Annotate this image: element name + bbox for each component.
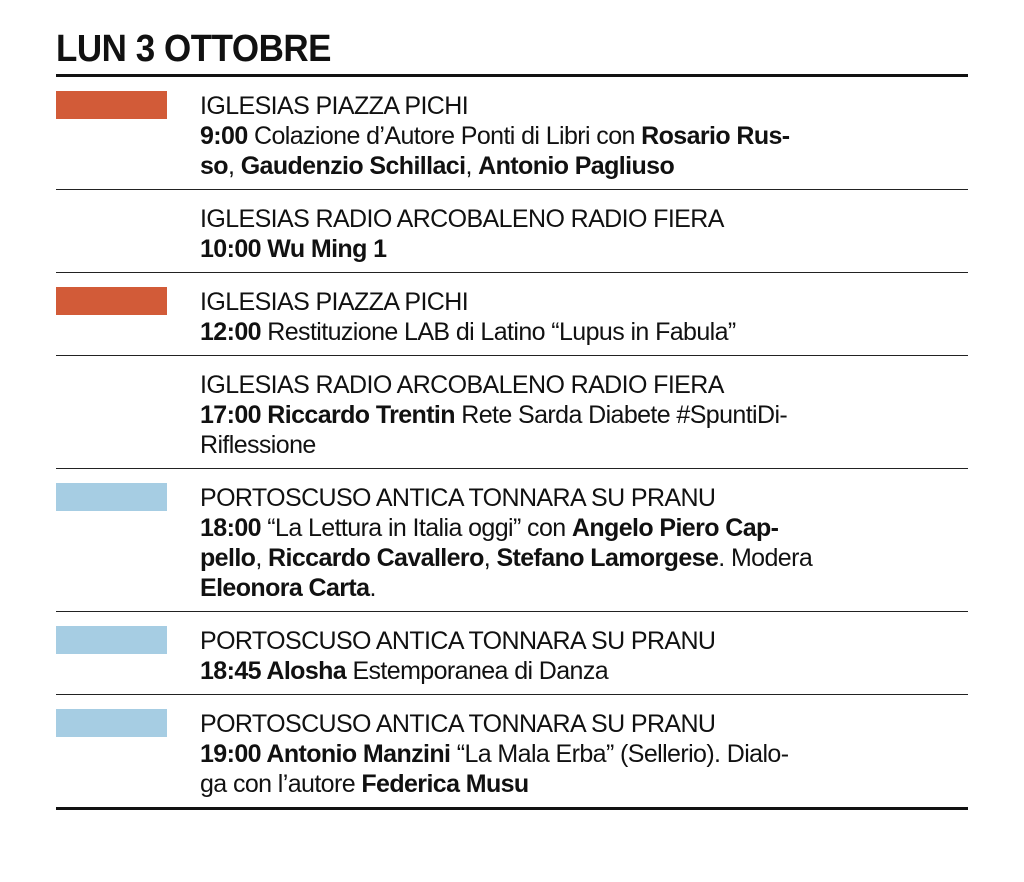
event-venue: PORTOSCUSO ANTICA TONNARA SU PRANU <box>200 484 716 512</box>
event-content <box>200 469 968 611</box>
event-venue: IGLESIAS RADIO ARCOBALENO RADIO FIERA <box>200 371 724 399</box>
event-content <box>200 190 968 272</box>
event-text: “La Mala Erba” (Sellerio). Dialo- <box>450 740 789 768</box>
event-text: Colazione d’Autore Ponti di Libri con <box>247 122 642 150</box>
event-venue: PORTOSCUSO ANTICA TONNARA SU PRANU <box>200 627 716 655</box>
event-bold-text: Antonio Pagliuso <box>478 152 675 180</box>
event-text: , <box>227 152 241 180</box>
location-color-tag <box>56 91 167 119</box>
event-bold-text: 9:00 <box>200 122 248 150</box>
event-text: , <box>255 544 269 572</box>
location-color-tag <box>56 483 167 511</box>
event-description <box>200 121 968 181</box>
event-text: , <box>465 152 479 180</box>
event-venue: PORTOSCUSO ANTICA TONNARA SU PRANU <box>200 710 716 738</box>
event-content <box>200 612 968 694</box>
event-row <box>56 190 968 273</box>
event-bold-text: 18:45 Alosha <box>200 657 347 685</box>
event-bold-text: Stefano Lamorgese <box>496 544 719 572</box>
event-row <box>56 77 968 190</box>
event-bold-text: 18:00 <box>200 514 261 542</box>
event-description <box>200 400 968 460</box>
event-text: . <box>369 574 376 602</box>
location-color-tag <box>56 287 167 315</box>
event-bold-text: Eleonora Carta <box>200 574 370 602</box>
event-row <box>56 469 968 612</box>
event-row <box>56 356 968 469</box>
event-row <box>56 273 968 356</box>
event-text: Riflessione <box>200 431 316 459</box>
page-title: LUN 3 OTTOBRE <box>56 28 332 70</box>
event-venue: IGLESIAS RADIO ARCOBALENO RADIO FIERA <box>200 205 724 233</box>
event-description <box>200 513 968 603</box>
event-text: Estemporanea di Danza <box>346 657 609 685</box>
event-description <box>200 656 968 686</box>
event-bold-text: so <box>200 152 228 180</box>
event-row <box>56 695 968 810</box>
event-row <box>56 612 968 695</box>
event-text: Rete Sarda Diabete #SpuntiDi- <box>454 401 788 429</box>
event-text: . Modera <box>718 544 813 572</box>
event-bold-text: 19:00 Antonio Manzini <box>200 740 451 768</box>
event-content <box>200 273 968 355</box>
event-bold-text: Riccardo Cavallero <box>268 544 484 572</box>
event-text: , <box>483 544 497 572</box>
event-bold-text: Gaudenzio Schillaci <box>240 152 466 180</box>
event-text: ga con l’autore <box>200 770 362 798</box>
event-bold-text: 12:00 <box>200 318 261 346</box>
event-description <box>200 739 968 799</box>
event-venue: IGLESIAS PIAZZA PICHI <box>200 288 469 316</box>
event-venue: IGLESIAS PIAZZA PICHI <box>200 92 469 120</box>
event-bold-text: 10:00 Wu Ming 1 <box>200 235 387 263</box>
event-text: Restituzione LAB di Latino “Lupus in Fabula” <box>260 318 736 346</box>
event-list <box>56 77 968 810</box>
event-content <box>200 77 968 189</box>
event-text: “La Lettura in Italia oggi” con <box>260 514 572 542</box>
event-description <box>200 317 968 347</box>
event-bold-text: Rosario Rus- <box>641 122 790 150</box>
event-bold-text: Federica Musu <box>361 770 529 798</box>
event-bold-text: 17:00 Riccardo Trentin <box>200 401 455 429</box>
location-color-tag <box>56 626 167 654</box>
event-content <box>200 356 968 468</box>
location-color-tag <box>56 709 167 737</box>
event-content <box>200 695 968 807</box>
event-bold-text: pello <box>200 544 256 572</box>
event-bold-text: Angelo Piero Cap- <box>571 514 779 542</box>
event-description <box>200 234 968 264</box>
